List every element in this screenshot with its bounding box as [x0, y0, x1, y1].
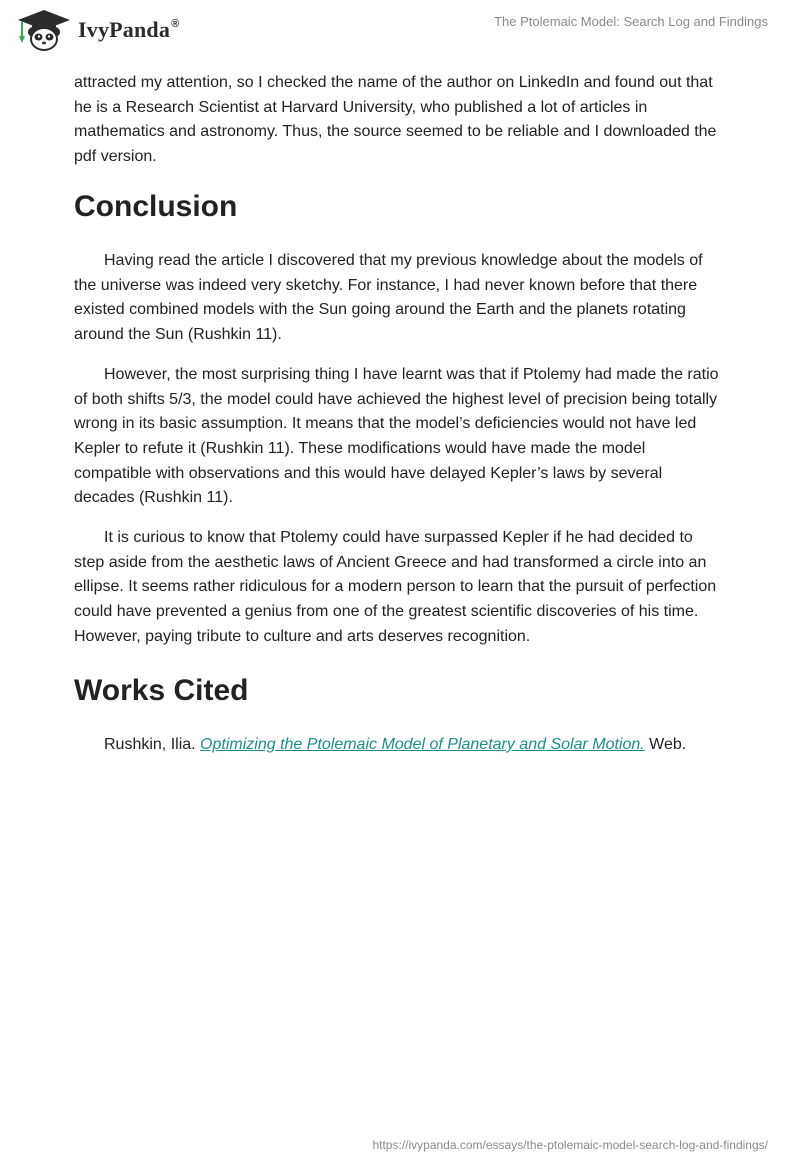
intro-paragraph: attracted my attention, so I checked the name of the author on LinkedIn and found out that he is a Research Scientist at Harvard University, who published a lot of articles in mathematics and astronomy. Thus, the source seemed to be reliable and I downloaded the pdf version.	[74, 74, 717, 166]
page-header	[0, 0, 800, 62]
ivypanda-logo[interactable]	[14, 8, 179, 52]
conclusion-paragraph-1: Having read the article I discovered that my previous knowledge about the models of the universe was indeed very sketchy. For instance, I had never known before that there existed combined models with the Sun going around the Earth and the planets rotating around the Sun (Rushkin 11).	[74, 252, 703, 344]
works-cited-heading: Works Cited	[74, 674, 249, 707]
panda-graduate-icon	[14, 8, 74, 52]
citation-author: Rushkin, Ilia.	[104, 736, 201, 753]
intro-section	[74, 71, 726, 170]
conclusion-paragraph-2: However, the most surprising thing I have learnt was that if Ptolemy had made the ratio of both shifts 5/3, the model could have achieved the highest level of precision being totally wrong in its basic assumption. It means that the model’s deficiencies would not have led Kepler to refute it (Rushkin 11). These modifications would have made the model compatible with observations and this would have delayed Kepler’s laws by several decades (Rushkin 11).	[74, 365, 719, 507]
conclusion-section	[74, 249, 726, 650]
citation-entry	[74, 733, 726, 758]
conclusion-paragraph-3: It is curious to know that Ptolemy could have surpassed Kepler if he had decided to step aside from the aesthetic laws of Ancient Greece and had transformed a circle into an ellipse. It seems rather ridiculous for a modern person to learn that the pursuit of perfection could have prevented a genius from one of the greatest scientific discoveries of his time. However, paying tribute to culture and arts deserves recognition.	[74, 529, 717, 645]
citation-suffix: Web.	[644, 736, 687, 753]
brand-name: IvyPanda®	[78, 17, 180, 42]
document-title: The Ptolemaic Model: Search Log and Findings	[494, 14, 768, 29]
conclusion-heading: Conclusion	[74, 190, 238, 223]
citation-title-link[interactable]: Optimizing the Ptolemaic Model of Planetary and Solar Motion.	[200, 736, 645, 753]
works-cited-heading-wrap	[74, 673, 248, 709]
conclusion-heading-wrap	[74, 189, 237, 225]
footer-url[interactable]: https://ivypanda.com/essays/the-ptolemaic-model-search-log-and-findings/	[372, 1138, 768, 1152]
